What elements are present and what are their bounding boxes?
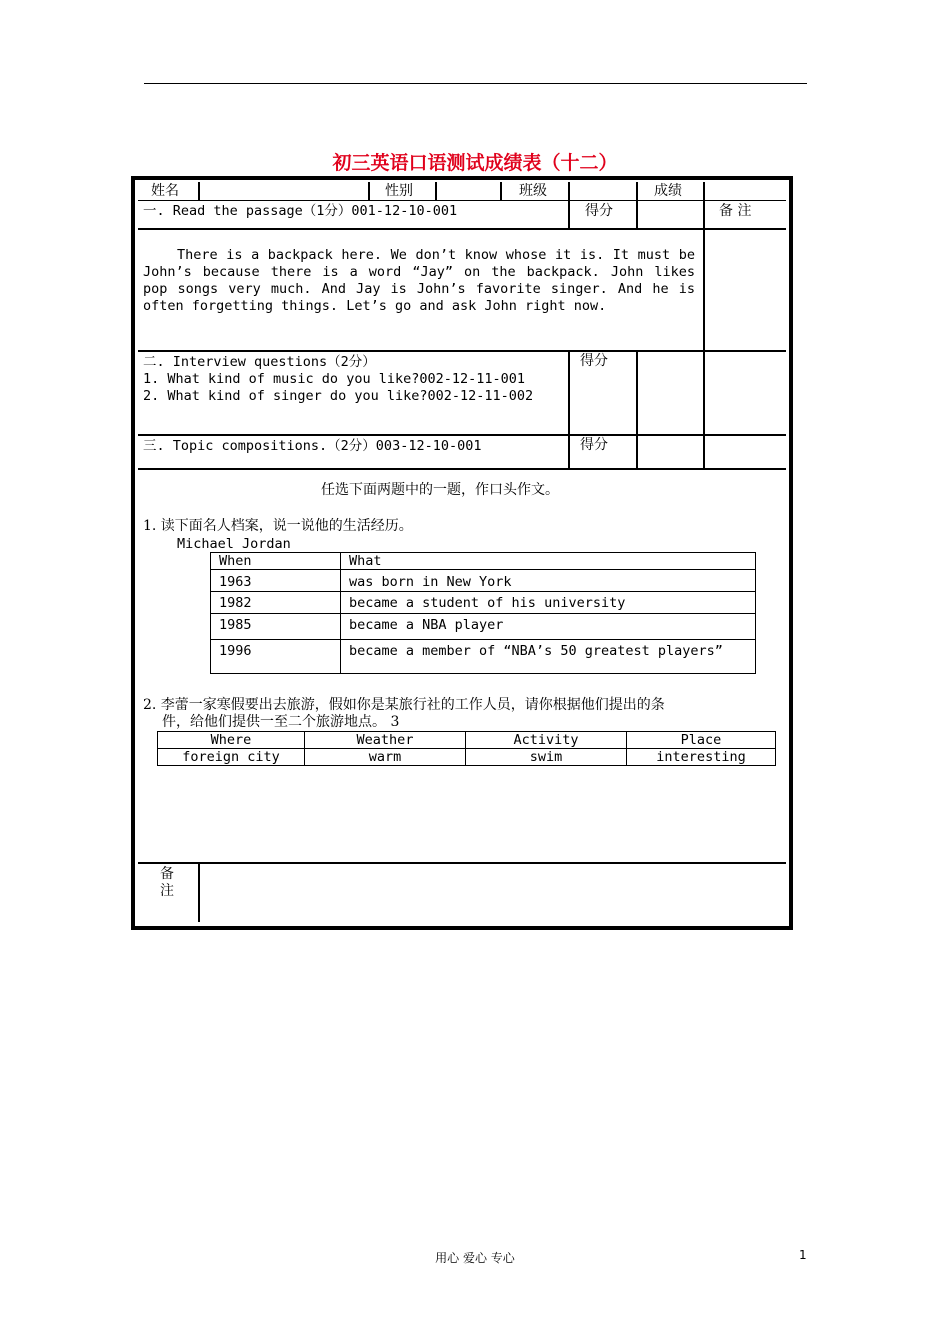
table-cell: became a member of “NBA’s 50 greatest players” [341,640,756,674]
table-cell: 1985 [211,614,341,640]
table-cell: became a student of his university [341,592,756,614]
page-title: 初三英语口语测试成绩表（十二） [332,152,618,174]
table-cell: foreign city [158,749,305,766]
table-header-cell: When [211,553,341,570]
table-cell: 1982 [211,592,341,614]
table-row [211,640,756,674]
composition-instruction: 任选下面两题中的一题，作口头作文。 [321,482,559,498]
person-name: Michael Jordan [177,536,291,552]
row-divider [138,200,786,201]
table-cell: was born in New York [341,570,756,592]
table-header-cell: Weather [305,732,466,749]
row-divider [138,468,786,470]
row-divider [138,434,786,436]
row-divider [138,862,786,864]
section3-heading: 三. Topic compositions.（2分）003-12-10-001 [143,438,482,454]
col-divider [198,862,200,922]
col-divider [568,182,570,228]
section3-score-label: 得分 [580,437,608,453]
remarks-label-char1: 备 [160,866,174,882]
table-header-cell: Place [627,732,776,749]
table-header-cell: Where [158,732,305,749]
travel-table [157,731,776,766]
col-divider [703,182,705,468]
col-divider [636,350,638,468]
section2-score-label: 得分 [580,353,608,369]
table-cell: 1963 [211,570,341,592]
table-cell: warm [305,749,466,766]
col-divider [435,182,437,200]
task2-prompt-line2: 件，给他们提供一至二个旅游地点。 3 [162,714,400,730]
section2-heading: 二. Interview questions（2分） [143,354,376,370]
table-header-row [211,553,756,570]
reading-passage: There is a backpack here. We don’t know whose it is. It must be John’s because there is a word “Jay” on the backpack. John likes pop songs very much. And Jay is John’s favorite singer. And he is often forgetting things. Let’s go and ask John right now. [143,247,695,314]
name-label: 姓名 [151,183,179,199]
gender-label: 性别 [385,183,413,199]
col-divider [198,182,200,200]
profile-table [210,552,756,674]
col-divider [568,350,570,468]
table-header-cell: What [341,553,756,570]
table-row [158,749,776,766]
table-cell: interesting [627,749,776,766]
interview-question-2: 2. What kind of singer do you like?002-12-11-002 [143,388,534,404]
row-divider [138,228,786,230]
col-divider [636,182,638,228]
table-cell: swim [466,749,627,766]
remark-label: 备 注 [719,203,752,219]
remarks-label-char2: 注 [160,883,174,899]
task2-prompt-line1: 2. 李蕾一家寒假要出去旅游，假如你是某旅行社的工作人员，请你根据他们提出的条 [143,697,665,713]
header-rule [144,83,807,84]
table-row [211,570,756,592]
table-header-row [158,732,776,749]
table-header-cell: Activity [466,732,627,749]
interview-question-1: 1. What kind of music do you like?002-12-11-001 [143,371,526,387]
grade-label: 成绩 [654,183,682,199]
section1-score-label: 得分 [585,203,613,219]
table-cell: 1996 [211,640,341,674]
table-row [211,592,756,614]
col-divider [368,182,370,200]
table-row [211,614,756,640]
class-label: 班级 [519,183,547,199]
row-divider [138,350,786,352]
section1-heading: 一. Read the passage（1分）001-12-10-001 [143,203,458,219]
table-cell: became a NBA player [341,614,756,640]
page-number: 1 [799,1248,807,1262]
col-divider [500,182,502,200]
page-footer: 用心 爱心 专心 [435,1251,515,1265]
task1-prompt: 1. 读下面名人档案，说一说他的生活经历。 [143,518,413,534]
